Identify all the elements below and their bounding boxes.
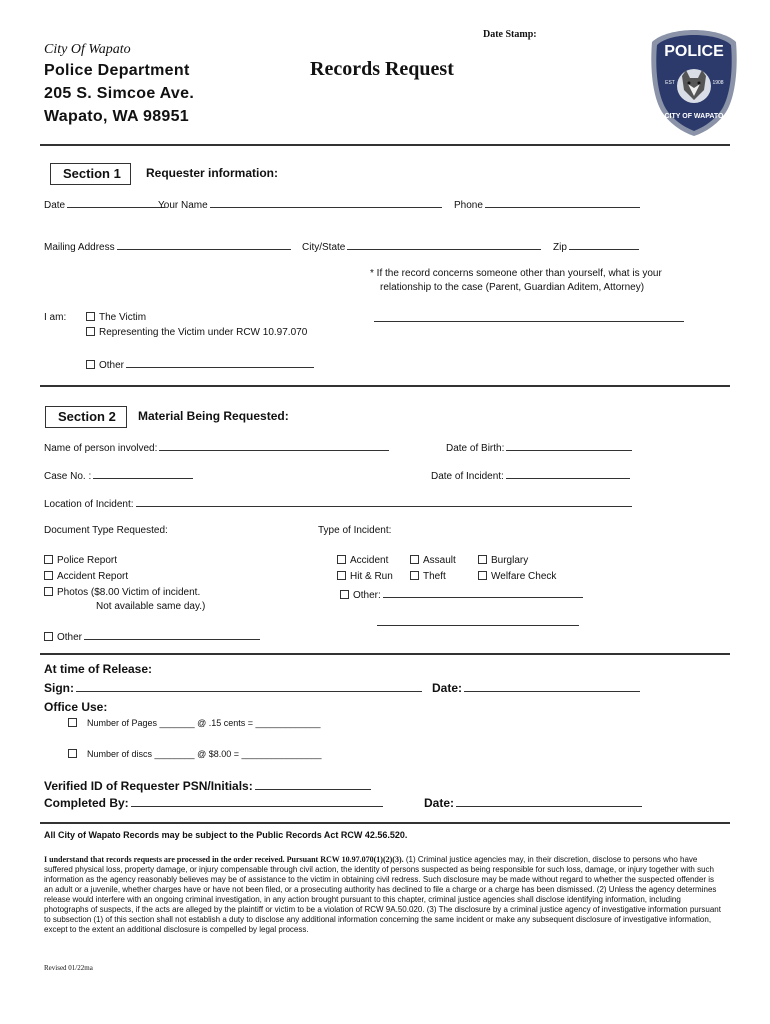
- revision-note: Revised 01/22ma: [44, 964, 93, 972]
- iam-other-checkbox[interactable]: [86, 360, 95, 369]
- incident-other-field[interactable]: [383, 587, 583, 598]
- iam-label: I am:: [44, 312, 67, 323]
- name-field-row: Your Name: [158, 197, 444, 211]
- zip-field[interactable]: [569, 239, 639, 250]
- incident-date-field-row: Date of Incident:: [431, 468, 632, 482]
- discs-row: Number of discs ________ @ $8.00 = ________________: [68, 749, 322, 759]
- svg-text:POLICE: POLICE: [664, 43, 724, 60]
- incident-type-label: Type of Incident:: [318, 525, 392, 536]
- location-field[interactable]: [136, 496, 632, 507]
- relationship-note-line2: relationship to the case (Parent, Guardian Aditem, Attorney): [380, 282, 645, 293]
- phone-field[interactable]: [485, 197, 640, 208]
- office-use-heading: Office Use:: [44, 700, 108, 714]
- verified-id-field[interactable]: [255, 778, 371, 790]
- accident-report-option[interactable]: Accident Report: [44, 571, 128, 582]
- welfare-check-option[interactable]: Welfare Check: [478, 571, 556, 582]
- svg-text:CITY OF WAPATO: CITY OF WAPATO: [664, 113, 724, 120]
- doc-other-checkbox[interactable]: [44, 632, 53, 641]
- representing-option[interactable]: Representing the Victim under RCW 10.97.070: [86, 327, 307, 338]
- welfare-check-checkbox[interactable]: [478, 571, 487, 580]
- theft-option[interactable]: Theft: [410, 571, 446, 582]
- release-heading: At time of Release:: [44, 662, 153, 676]
- police-badge-logo: [648, 26, 740, 143]
- assault-option[interactable]: Assault: [410, 555, 456, 566]
- iam-other-option[interactable]: Other: [86, 357, 316, 371]
- victim-option[interactable]: The Victim: [86, 312, 146, 323]
- police-report-checkbox[interactable]: [44, 555, 53, 564]
- page-title: Records Request: [310, 58, 454, 80]
- pages-checkbox[interactable]: [68, 718, 77, 727]
- date-of-birth-field[interactable]: [506, 440, 632, 451]
- svg-text:1908: 1908: [712, 80, 724, 86]
- name-field[interactable]: [210, 197, 442, 208]
- completed-by-row: Completed By:: [44, 795, 385, 810]
- photos-option[interactable]: Photos ($8.00 Victim of incident.: [44, 587, 200, 598]
- section-1-label: Section 1: [50, 163, 131, 185]
- date-field[interactable]: [67, 197, 165, 208]
- public-records-act-note: All City of Wapato Records may be subject to the Public Records Act RCW 42.56.520.: [44, 830, 408, 840]
- photos-note: Not available same day.): [96, 601, 206, 612]
- dob-field-row: Date of Birth:: [446, 440, 634, 454]
- photos-checkbox[interactable]: [44, 587, 53, 596]
- department-address: 205 S. Simcoe Ave.: [44, 85, 195, 102]
- incident-other-option[interactable]: Other:: [340, 587, 585, 601]
- signature-field[interactable]: [76, 680, 422, 692]
- verified-id-row: Verified ID of Requester PSN/Initials:: [44, 778, 373, 793]
- legal-disclaimer: I understand that records requests are processed in the order received. Pursuant RCW 10.97.070(1)(2)(3). (1) Criminal justice agencies may, in their discretion, disclose to persons who have suffered physical loss, property damage, or injury compensable through civil action, the identity of persons suspected as being responsible for such loss, damage, or injury together with such information as the agency reasonably believes may be of assistance to the victim in obtaining civil redress. Such disclosure may be made without regard to whether the suspected offender is an adult or a juvenile, whether charges have or have not been filed, or a prosecuting authority has declined to file a charge or a charge has been dismissed. (2) Unless the agency determines release would interfere with an ongoing criminal investigation, in any action brought pursuant to this chapter, criminal justice agencies shall disclose identifying information, including photographs of suspects, if the acts are alleged by the plaintiff or victim to be a violation of RCW 9A.50.020. (3) The disclosure by a criminal justice agency of investigative information pursuant to subsection (1) of this section shall not establish a duty to disclose any additional information concerning the same incident or make any subsequent disclosure of investigative information, except to the extent an additional disclosure is compelled by legal process.: [44, 855, 721, 934]
- location-field-row: Location of Incident:: [44, 496, 634, 510]
- document-type-label: Document Type Requested:: [44, 525, 168, 536]
- department-name: Police Department: [44, 62, 190, 79]
- doc-other-option[interactable]: Other: [44, 629, 262, 643]
- incident-date-field[interactable]: [506, 468, 630, 479]
- date-field-row: Date: [44, 197, 167, 211]
- release-date-field-row: Date:: [432, 680, 642, 695]
- person-involved-field[interactable]: [159, 440, 389, 451]
- accident-option[interactable]: Accident: [337, 555, 388, 566]
- burglary-option[interactable]: Burglary: [478, 555, 528, 566]
- incident-other-checkbox[interactable]: [340, 590, 349, 599]
- city-state-field[interactable]: [347, 239, 541, 250]
- zip-field-row: Zip: [553, 239, 641, 253]
- assault-checkbox[interactable]: [410, 555, 419, 564]
- accident-checkbox[interactable]: [337, 555, 346, 564]
- city-name: City Of Wapato: [44, 42, 131, 57]
- accident-report-checkbox[interactable]: [44, 571, 53, 580]
- citystate-field-row: City/State: [302, 239, 543, 253]
- sign-field-row: Sign:: [44, 680, 424, 695]
- completed-date-field[interactable]: [456, 795, 642, 807]
- mailing-field-row: Mailing Address: [44, 239, 293, 253]
- incident-other-field-2[interactable]: [377, 617, 579, 626]
- svg-text:EST: EST: [665, 80, 675, 86]
- hit-run-checkbox[interactable]: [337, 571, 346, 580]
- police-report-option[interactable]: Police Report: [44, 555, 117, 566]
- discs-checkbox[interactable]: [68, 749, 77, 758]
- person-field-row: Name of person involved:: [44, 440, 391, 454]
- phone-field-row: Phone: [454, 197, 642, 211]
- completed-by-field[interactable]: [131, 795, 383, 807]
- pages-row: Number of Pages _______ @ .15 cents = _____________: [68, 718, 321, 728]
- relationship-note-line1: * If the record concerns someone other than yourself, what is your: [370, 268, 662, 279]
- burglary-checkbox[interactable]: [478, 555, 487, 564]
- completed-date-row: Date:: [424, 795, 644, 810]
- representing-checkbox[interactable]: [86, 327, 95, 336]
- relationship-field[interactable]: [374, 312, 684, 322]
- theft-checkbox[interactable]: [410, 571, 419, 580]
- date-stamp-label: Date Stamp:: [483, 29, 537, 40]
- caseno-field-row: Case No. :: [44, 468, 195, 482]
- mailing-address-field[interactable]: [117, 239, 291, 250]
- requester-heading: Requester information:: [146, 166, 279, 180]
- victim-checkbox[interactable]: [86, 312, 95, 321]
- hit-run-option[interactable]: Hit & Run: [337, 571, 393, 582]
- release-date-field[interactable]: [464, 680, 640, 692]
- section-2-label: Section 2: [45, 406, 127, 428]
- doc-other-field[interactable]: [84, 629, 260, 640]
- department-city-state: Wapato, WA 98951: [44, 108, 189, 125]
- iam-other-field[interactable]: [126, 357, 314, 368]
- material-heading: Material Being Requested:: [138, 409, 289, 423]
- case-number-field[interactable]: [93, 468, 193, 479]
